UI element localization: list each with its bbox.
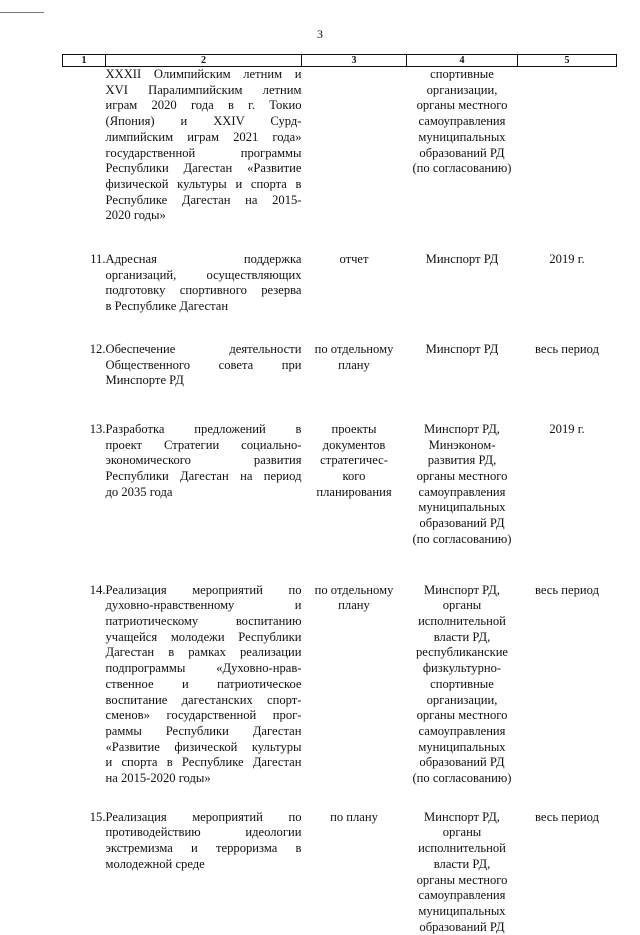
- cell-text-line: Минспорт РД,: [424, 582, 500, 597]
- cell-text-line: «Развитие физической культуры: [105, 739, 302, 754]
- page-number: 3: [317, 27, 323, 41]
- term-cell: весь период: [535, 582, 599, 597]
- row-number: 14.: [89, 582, 106, 597]
- responsible-cell: [407, 342, 518, 422]
- cell-text-line: организации,: [426, 692, 498, 707]
- cell-text-line: по отдельному: [314, 582, 394, 597]
- cell-text-line: молодежной среде: [105, 856, 205, 871]
- cell-text-line: образований РД: [419, 145, 505, 160]
- row-number: 15.: [89, 809, 106, 824]
- term-cell: весь период: [535, 809, 599, 824]
- cell-text-line: исполнительной: [418, 613, 506, 628]
- row-number-cell: [63, 67, 106, 251]
- cell-text-line: плану: [338, 357, 370, 372]
- cell-text-line: Республике Дагестан на 2015-: [105, 192, 302, 207]
- completion-form-cell: [302, 810, 407, 935]
- cell-text-line: муниципальных: [418, 129, 506, 144]
- activity-name-cell: [106, 342, 302, 422]
- cell-text-line: экономического развития: [105, 453, 302, 468]
- cell-text-line: Минспорте РД: [105, 373, 184, 388]
- cell-text-line: организации,: [426, 82, 498, 97]
- activities-table: [62, 54, 617, 935]
- activity-name-cell: [106, 422, 302, 583]
- cell-text-line: республиканские: [415, 645, 509, 660]
- cell-text-line: по плану: [330, 809, 378, 824]
- cell-text-line: органы: [442, 598, 482, 613]
- responsible-cell: [407, 810, 518, 935]
- cell-text-line: образований РД: [419, 919, 505, 934]
- cell-text-line: спортивные: [430, 67, 494, 81]
- cell-text-line: документов: [322, 437, 386, 452]
- cell-text-line: отчет: [339, 252, 369, 267]
- cell-text-line: духовно-нравственному и: [105, 598, 302, 613]
- cell-text-line: Обеспечение деятельности: [105, 341, 302, 356]
- cell-text-line: до 2035 года: [105, 484, 173, 499]
- cell-text-line: подпрограммы «Духовно-нрав-: [105, 661, 302, 676]
- table-row-continuation: [63, 67, 617, 251]
- table-row: [63, 342, 617, 422]
- cell-text-line: лимпийским играм 2021 года»: [105, 129, 302, 144]
- cell-text-line: на 2015-2020 годы»: [105, 771, 211, 786]
- cell-text-line: плану: [338, 598, 370, 613]
- completion-form-cell: [302, 250, 407, 342]
- responsible-cell: [407, 583, 518, 810]
- term-cell: [518, 67, 617, 251]
- cell-text-line: Минэконом-: [428, 437, 496, 452]
- cell-text-line: учащейся молодежи Республики: [105, 629, 302, 644]
- cell-text-line: органы местного: [416, 98, 508, 113]
- cell-text-line: по отдельному: [314, 341, 394, 356]
- completion-form-cell: [302, 67, 407, 251]
- column-number-row: [63, 55, 617, 67]
- activity-name-cell: [106, 250, 302, 342]
- responsible-cell: [407, 67, 518, 251]
- cell-text-line: планирования: [316, 484, 392, 499]
- responsible-cell: [407, 250, 518, 342]
- cell-text-line: развития РД,: [427, 453, 497, 468]
- activity-name-cell: [106, 67, 302, 251]
- term-cell: 2019 г.: [549, 421, 585, 436]
- completion-form-cell: [302, 422, 407, 583]
- column-number: 3: [302, 55, 407, 67]
- table-row: [63, 422, 617, 583]
- cell-text-line: органы местного: [416, 469, 508, 484]
- cell-text-line: проект Стратегии социально-: [105, 437, 302, 452]
- column-number: 2: [106, 55, 302, 67]
- cell-text-line: самоуправления: [418, 723, 506, 738]
- cell-text-line: (по согласованию): [412, 161, 512, 176]
- cell-text-line: физкультурно-: [422, 661, 502, 676]
- table-row: [63, 810, 617, 935]
- cell-text-line: органы местного: [416, 872, 508, 887]
- cell-text-line: Республики Дагестан «Развитие: [105, 161, 302, 176]
- cell-text-line: органы: [442, 825, 482, 840]
- term-cell: весь период: [535, 341, 599, 356]
- cell-text-line: патриотическому воспитанию: [105, 613, 302, 628]
- column-number: 4: [407, 55, 518, 67]
- cell-text-line: раммы Республики Дагестан: [105, 723, 302, 738]
- cell-text-line: муниципальных: [418, 500, 506, 515]
- corner-mark: [0, 12, 44, 13]
- cell-text-line: XXXII Олимпийским летним и: [105, 67, 302, 81]
- responsible-cell: [407, 422, 518, 583]
- table-row: [63, 583, 617, 810]
- cell-text-line: воспитание дагестанских спорт-: [105, 692, 302, 707]
- cell-text-line: Общественного совета при: [105, 357, 302, 372]
- cell-text-line: исполнительной: [418, 841, 506, 856]
- activity-name-cell: [106, 583, 302, 810]
- cell-text-line: подготовку спортивного резерва: [105, 283, 302, 298]
- cell-text-line: самоуправления: [418, 114, 506, 129]
- cell-text-line: в Республике Дагестан: [105, 299, 229, 314]
- cell-text-line: Минспорт РД,: [424, 809, 500, 824]
- cell-text-line: муниципальных: [418, 903, 506, 918]
- term-cell: 2019 г.: [549, 252, 585, 267]
- cell-text-line: Республики Дагестан на период: [105, 469, 302, 484]
- cell-text-line: Дагестан в рамках реализации: [105, 645, 302, 660]
- cell-text-line: 2020 годы»: [105, 208, 166, 223]
- row-number: 12.: [89, 341, 106, 356]
- cell-text-line: Минспорт РД,: [424, 421, 500, 436]
- cell-text-line: сменов» государственной прог-: [105, 708, 302, 723]
- cell-text-line: муниципальных: [418, 739, 506, 754]
- cell-text-line: проекты: [331, 421, 377, 436]
- row-number: 13.: [89, 421, 106, 436]
- cell-text-line: ственное и патриотическое: [105, 676, 302, 691]
- completion-form-cell: [302, 342, 407, 422]
- cell-text-line: (по согласованию): [412, 771, 512, 786]
- cell-text-line: власти РД,: [433, 629, 491, 644]
- cell-text-line: самоуправления: [418, 888, 506, 903]
- cell-text-line: физической культуры и спорта в: [105, 176, 302, 191]
- cell-text-line: Реализация мероприятий по: [105, 809, 302, 824]
- row-number: 11.: [90, 252, 106, 267]
- cell-text-line: государственной программы: [105, 145, 302, 160]
- cell-text-line: спортивные: [430, 676, 494, 691]
- cell-text-line: образований РД: [419, 516, 505, 531]
- completion-form-cell: [302, 583, 407, 810]
- cell-text-line: органы местного: [416, 708, 508, 723]
- cell-text-line: стратегичес-: [320, 453, 388, 468]
- cell-text-line: власти РД,: [433, 856, 491, 871]
- cell-text-line: (по согласованию): [412, 531, 512, 546]
- cell-text-line: Реализация мероприятий по: [105, 582, 302, 597]
- column-number: 5: [518, 55, 617, 67]
- cell-text-line: экстремизма и терроризма в: [105, 841, 302, 856]
- cell-text-line: образований РД: [419, 755, 505, 770]
- cell-text-line: Минспорт РД: [425, 341, 499, 356]
- activity-name-cell: [106, 810, 302, 935]
- cell-text-line: самоуправления: [418, 484, 506, 499]
- cell-text-line: организаций, осуществляющих: [105, 267, 302, 282]
- cell-text-line: (Япония) и XXIV Сурд-: [105, 114, 302, 129]
- cell-text-line: Минспорт РД: [425, 252, 499, 267]
- cell-text-line: противодействию идеологии: [105, 825, 302, 840]
- column-number: 1: [63, 55, 106, 67]
- cell-text-line: Разработка предложений в: [105, 421, 302, 436]
- table-row: [63, 250, 617, 342]
- cell-text-line: играм 2020 года в г. Токио: [105, 98, 302, 113]
- cell-text-line: Адресная поддержка: [105, 252, 302, 267]
- cell-text-line: и спорта в Республике Дагестан: [105, 755, 302, 770]
- cell-text-line: кого: [342, 469, 366, 484]
- cell-text-line: XVI Паралимпийским летним: [105, 82, 302, 97]
